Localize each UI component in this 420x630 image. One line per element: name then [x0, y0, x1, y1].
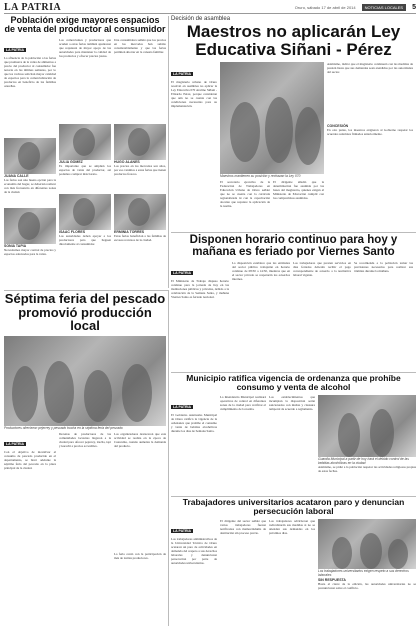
story-alcohol-body-b: La Intendencia Municipal realizará operativos de control en diferentes zonas de la ciudad para verificar el cumplimiento de la norma.: [220, 394, 266, 411]
masthead-info: [295, 4, 416, 11]
story-alcohol-body-c: Los establecimientos que incumplan la disposición serán sancionados con multas y clausura temporal de acuerdo a reglamento.: [269, 394, 315, 411]
story-alcohol-body-a: El Gobierno Autónomo Municipal de Oruro ratificó la vigencia de la ordenanza que prohíbe el consumo y venta de bebidas alcohólicas durante los días de Semana Santa.: [171, 412, 217, 433]
story-law-kicker: Decisión de asamblea: [171, 16, 231, 22]
story-holiday-body-b: La disposición establece que las entidades del sector público trabajarán en horario continuo de 08:30 a 14:30, mientras que en el sector privado se respetarán los acuerdos internos.: [232, 261, 290, 282]
masthead: [4, 2, 416, 14]
portrait-photo-3: [114, 124, 166, 160]
story-law-headline[interactable]: Maestros no aplicarán Ley Educativa Siñani - Pérez: [186, 22, 401, 59]
story-workers-body-b: El dirigente del sector señaló que varios trabajadores fueron notificados con memorándums de destitución sin proceso previo.: [220, 518, 266, 535]
story-producers: [4, 16, 166, 288]
story-law-body-a: El magisterio urbano de Oruro resolvió en asamblea no aplicar la Ley Educativa 070 Avelino Siñani - Elizardo Pérez, porque consideran que aún no se cuenta con las condiciones necesarias para su implementación.: [171, 79, 217, 108]
portrait-photo-6: [114, 194, 166, 230]
quote1-text: Las ferias son una buena opción para la economía del hogar, se deberían realizar con más frecuencia en diferentes zonas de la ciudad.: [4, 177, 56, 194]
story-holiday-headline[interactable]: Disponen horario continuo para hoy y mañana es feriado por Viernes Santo: [189, 234, 398, 259]
story-fish-photo: [4, 336, 166, 426]
story-workers-headline[interactable]: Trabajadores universitarios acataron paro y denuncian persecución laboral: [182, 497, 405, 516]
story-workers: [171, 498, 416, 626]
quote6-name: ERMINIA TORRES: [114, 229, 145, 234]
story-holiday-body-a: El Ministerio de Trabajo dispuso horario continuo para la jornada de hoy en las instituciones públicas y privadas, debido a la celebración de la Semana Santa, y mañana Viernes Santo es feriado nacional.: [171, 279, 229, 300]
story-law-body-d: Asimismo, indicó que el magisterio continuará con las medidas de presión hasta que sus demandas sean atendidas por las autoridades del sector.: [327, 61, 413, 74]
story-producers-source-tag: LA PATRIA: [6, 47, 25, 52]
story-workers-body-c: Los trabajadores advirtieron que radicalizarán sus medidas si no se atienden sus demandas en los próximos días.: [269, 518, 315, 535]
story-fish-body-b: Decenas de productores de las comunidades lacustres llegaron a la ciudad para ofrecer pejerrey, trucha, ispi y karachi a precios accesibles.: [59, 431, 111, 448]
section-divider: [171, 232, 416, 233]
story-fish-body-a: Con el objetivo de incentivar el consumo de pescado producido en el departamento, se llevó adelante la séptima feria del pescado en la plaza principal de la ciudad.: [4, 449, 56, 470]
story-producers-body-a: La afluencia de la población a las ferias que promueve de la venta de alimentos a precio del productor al consumidor fue notoria en las últimas semanas, por lo que los vecinos solicitan mayor cantidad de espacios para la comercialización de productos en beneficio de las familias orureñas.: [4, 55, 56, 88]
story-workers-subhead: SIN RESPUESTA: [318, 577, 346, 582]
story-workers-source-tag: LA PATRIA: [173, 528, 192, 533]
story-alcohol-body-d: Asimismo, se pidió a la población respetar las actividades religiosas propias de estas fechas.: [318, 464, 416, 473]
story-alcohol-source-tag: LA PATRIA: [173, 404, 192, 409]
story-law-subhead: CONCESIÓN: [327, 123, 349, 128]
story-fish-headline[interactable]: Séptima feria del pescado promovió producción local: [4, 291, 166, 334]
story-holiday-body-d: Se recomienda a la población tomar las previsiones necesarias para realizar sus trámites durante la mañana.: [354, 261, 413, 274]
quote1-name: JUANA CALLE: [4, 173, 29, 178]
portrait-photo-2: [59, 124, 111, 160]
story-law: [171, 16, 416, 230]
quote4-name: SONIA TAPIA: [4, 243, 27, 248]
story-alcohol-photo: [318, 395, 416, 457]
quote5-text: Las autoridades deben apoyar a los productores para que lleguen directamente al consumidor.: [59, 233, 111, 246]
story-workers-body-a: Los trabajadores administrativos de la Universidad Técnica de Oruro acataron un paro de actividades en demanda del respeto a sus derechos laborales y denunciaron persecución por parte de autoridades universitarias.: [171, 536, 217, 565]
quote4-text: Necesitamos mayor control de precios y espacios adecuados para la venta.: [4, 247, 56, 256]
quote2-text: Es importante que se amplíen los espacios de venta del productor, así podemos comprar más barato.: [59, 163, 111, 176]
portrait-photo-4: [4, 208, 56, 244]
story-law-body-c: El dirigente añadió que la determinación fue asumida por las bases del magisterio, quienes exigen al Ministerio de Educación cumplir con los compromisos asumidos.: [273, 179, 324, 200]
section-label: NOTICIAS LOCALES: [362, 4, 406, 11]
story-holiday-source-tag: LA PATRIA: [173, 271, 192, 276]
newspaper-logo: LA PATRIA: [4, 2, 62, 13]
column-divider: [168, 16, 169, 288]
story-law-body-b: El secretario ejecutivo de la Federación de Trabajadores en Educación Urbana de Oruro señaló que no se cuenta con la currícula regionalizada ni con la capacitación docente que requiere la aplicación de la norma.: [220, 179, 270, 208]
portrait-photo-1: [4, 138, 56, 174]
story-fish-source-tag: LA PATRIA: [6, 441, 25, 446]
story-fish: [4, 292, 166, 626]
story-workers-caption: Los trabajadores universitarios exigen respeto a sus derechos laborales: [318, 568, 409, 577]
story-fish-body-c: Los organizadores destacaron que esta actividad se realiza en la época de Cuaresma, cuando aumenta la demanda del producto.: [114, 431, 166, 448]
story-producers-body-c: Una consumidora señaló que los precios en los mercados han subido considerablemente y que las ferias permiten ahorrar en la canasta familiar.: [114, 37, 166, 54]
story-law-caption: Maestros mantienen su posición y rechazan la Ley 070: [220, 173, 301, 178]
quote6-text: Estas ferias benefician a las familias de escasos recursos de la ciudad.: [114, 233, 166, 242]
story-law-body-e: En otro punto, los maestros exigieron al Gobierno respetar los acuerdos salariales firmados anteriormente.: [327, 127, 413, 136]
story-holiday-body-c: Los trabajadores que presten servicios en días feriados deberán recibir el pago correspondiente de acuerdo a la normativa laboral vigente.: [293, 261, 351, 278]
page-number: 5: [412, 4, 416, 11]
quote3-name: HUGO ALANES: [114, 159, 140, 164]
story-workers-photo: [318, 519, 416, 569]
story-alcohol-caption: Guardia Municipal a partir de hoy hará el debido control de las bebidas alcohólicas en la ciudad: [318, 456, 409, 465]
portrait-photo-5: [59, 194, 111, 230]
story-fish-caption: Productores ofrecieron pejerrey y pescado trucha en la séptima feria del pescado: [4, 425, 123, 430]
edition-date: Oruro, sábado 17 de abril de 2014: [294, 5, 356, 10]
quote5-name: ISAAC FLORES: [59, 229, 86, 234]
story-alcohol-headline[interactable]: Municipio ratifica vigencia de ordenanza que prohíbe consumo y venta de alcohol: [186, 373, 401, 392]
story-holiday: [171, 234, 416, 370]
column-divider: [168, 290, 169, 626]
quote2-name: JULIA GÓMEZ: [59, 159, 83, 164]
story-producers-body-b: Los comerciantes y productores que acuden a estas ferias también apuntaron que requieren de mayor apoyo de las autoridades para mantener la calidad de los productos y ofrecer precios justos.: [59, 37, 111, 58]
story-fish-body-d: La feria contó con la participación de más de treinta productores.: [114, 551, 166, 560]
story-producers-headline[interactable]: Población exige mayores espacios de venta del productor al consumidor: [4, 15, 166, 35]
story-alcohol: [171, 374, 416, 494]
quote3-text: Los precios en los mercados son altos, por eso venimos a estas ferias que tienen productos frescos.: [114, 163, 166, 176]
story-workers-body-d: Hasta el cierre de la edición, las autoridades universitarias no se pronunciaron sobre el conflicto.: [318, 581, 416, 590]
story-law-photo: [220, 62, 324, 174]
story-law-source-tag: LA PATRIA: [173, 71, 192, 76]
